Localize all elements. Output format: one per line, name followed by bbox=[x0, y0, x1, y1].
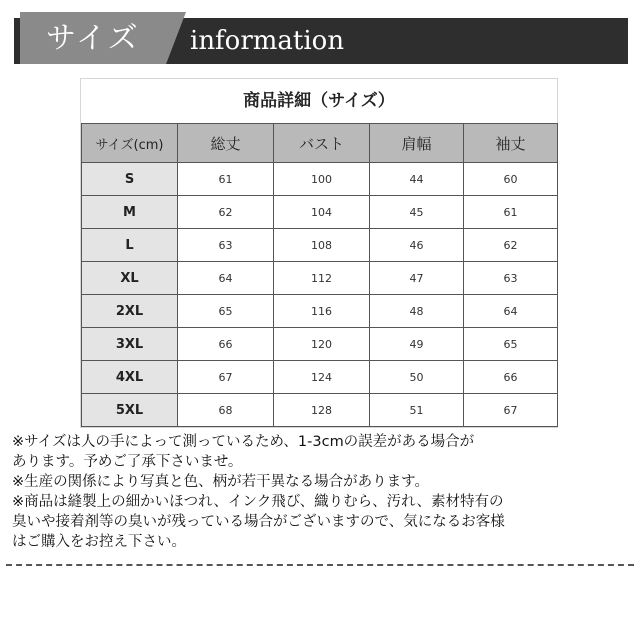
note-line: ※商品は縫製上の細かいほつれ、インク飛び、織りむら、汚れ、素材特有の bbox=[12, 494, 504, 510]
table-cell: 120 bbox=[274, 328, 370, 361]
table-cell: 68 bbox=[178, 394, 274, 427]
table-row bbox=[82, 328, 558, 361]
table-cell: 66 bbox=[464, 361, 558, 394]
table-cell: 64 bbox=[178, 262, 274, 295]
size-cell: 3XL bbox=[82, 328, 178, 361]
table-cell: 63 bbox=[464, 262, 558, 295]
table-cell: 65 bbox=[464, 328, 558, 361]
column-header: バスト bbox=[274, 124, 370, 163]
table-row bbox=[82, 196, 558, 229]
table-cell: 124 bbox=[274, 361, 370, 394]
size-cell: XL bbox=[82, 262, 178, 295]
table-row bbox=[82, 295, 558, 328]
header-info-label: information bbox=[190, 26, 345, 56]
table-cell: 112 bbox=[274, 262, 370, 295]
notes-block bbox=[12, 432, 632, 552]
column-header: 総丈 bbox=[178, 124, 274, 163]
table-cell: 62 bbox=[178, 196, 274, 229]
table-cell: 65 bbox=[178, 295, 274, 328]
table-cell: 108 bbox=[274, 229, 370, 262]
table-cell: 64 bbox=[464, 295, 558, 328]
table-cell: 104 bbox=[274, 196, 370, 229]
size-table-panel bbox=[80, 78, 558, 428]
table-row bbox=[82, 361, 558, 394]
table-cell: 44 bbox=[370, 163, 464, 196]
column-header: 袖丈 bbox=[464, 124, 558, 163]
note-line: ※サイズは人の手によって測っているため、1-3cmの誤差がある場合が bbox=[12, 434, 475, 450]
table-row bbox=[82, 229, 558, 262]
size-cell: M bbox=[82, 196, 178, 229]
table-row bbox=[82, 163, 558, 196]
note-line: 臭いや接着剤等の臭いが残っている場合がございますので、気になるお客様 bbox=[12, 514, 505, 530]
table-cell: 116 bbox=[274, 295, 370, 328]
table-cell: 128 bbox=[274, 394, 370, 427]
table-title: 商品詳細（サイズ） bbox=[243, 91, 395, 111]
table-cell: 62 bbox=[464, 229, 558, 262]
table-cell: 51 bbox=[370, 394, 464, 427]
table-row bbox=[82, 394, 558, 427]
table-cell: 49 bbox=[370, 328, 464, 361]
note-line: あります。予めご了承下さいませ。 bbox=[12, 454, 243, 470]
note-line: ※生産の関係により写真と色、柄が若干異なる場合があります。 bbox=[12, 474, 429, 490]
size-cell: L bbox=[82, 229, 178, 262]
size-cell: 2XL bbox=[82, 295, 178, 328]
size-cell: 5XL bbox=[82, 394, 178, 427]
column-header: サイズ(cm) bbox=[82, 124, 178, 163]
table-cell: 60 bbox=[464, 163, 558, 196]
table-cell: 66 bbox=[178, 328, 274, 361]
note-line: はご購入をお控え下さい。 bbox=[12, 534, 186, 550]
table-cell: 61 bbox=[464, 196, 558, 229]
table-cell: 61 bbox=[178, 163, 274, 196]
table-cell: 100 bbox=[274, 163, 370, 196]
size-cell: 4XL bbox=[82, 361, 178, 394]
size-cell: S bbox=[82, 163, 178, 196]
table-cell: 48 bbox=[370, 295, 464, 328]
table-cell: 50 bbox=[370, 361, 464, 394]
table-header-row bbox=[82, 124, 558, 163]
table-row bbox=[82, 262, 558, 295]
table-cell: 45 bbox=[370, 196, 464, 229]
table-cell: 46 bbox=[370, 229, 464, 262]
table-cell: 63 bbox=[178, 229, 274, 262]
column-header: 肩幅 bbox=[370, 124, 464, 163]
table-cell: 47 bbox=[370, 262, 464, 295]
table-cell: 67 bbox=[464, 394, 558, 427]
dashed-divider bbox=[6, 564, 634, 566]
size-table bbox=[81, 123, 558, 427]
table-cell: 67 bbox=[178, 361, 274, 394]
header-tag-label: サイズ bbox=[46, 21, 140, 56]
